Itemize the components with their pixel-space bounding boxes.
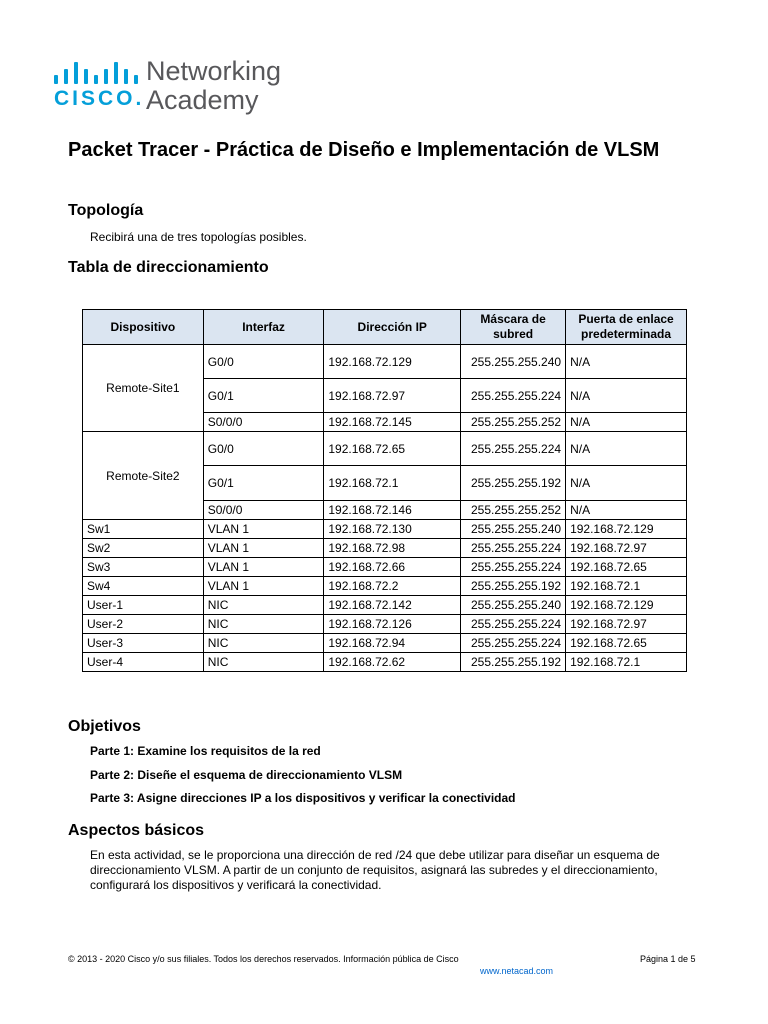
header-direccion-ip: Dirección IP (324, 310, 461, 345)
cisco-networking-academy-logo (54, 58, 314, 118)
interface-cell: NIC (203, 615, 324, 634)
cisco-wordmark: CISCO. (54, 87, 145, 110)
interface-cell: S0/0/0 (203, 413, 324, 432)
addressing-table (82, 309, 687, 672)
topologia-heading: Topología (68, 202, 144, 219)
logo-academy: Academy (146, 85, 259, 115)
ip-cell: 192.168.72.126 (324, 615, 461, 634)
mask-cell: 255.255.255.240 (461, 520, 566, 539)
gateway-cell: N/A (566, 345, 687, 379)
header-interfaz: Interfaz (203, 310, 324, 345)
gateway-cell: N/A (566, 501, 687, 520)
gateway-cell: 192.168.72.65 (566, 634, 687, 653)
table-row (83, 520, 687, 539)
objetivo-item: Parte 1: Examine los requisitos de la red (90, 744, 321, 758)
aspectos-text: En esta actividad, se le proporciona una dirección de red /24 que debe utilizar para diseñar un esquema de direccionamiento VLSM. A partir de un conjunto de requisitos, asignará las subredes y el direccionamiento, configurará los dispositivos y verificará la conectividad. (90, 848, 660, 892)
gateway-cell: N/A (566, 413, 687, 432)
ip-cell: 192.168.72.94 (324, 634, 461, 653)
table-row (83, 558, 687, 577)
objetivos-heading: Objetivos (68, 718, 141, 735)
header-mascara: Máscara de subred (461, 310, 566, 345)
ip-cell: 192.168.72.130 (324, 520, 461, 539)
footer-copyright: © 2013 - 2020 Cisco y/o sus filiales. Todos los derechos reservados. Información pública de Cisco (68, 954, 459, 964)
ip-cell: 192.168.72.145 (324, 413, 461, 432)
gateway-cell: 192.168.72.1 (566, 653, 687, 672)
table-row (83, 577, 687, 596)
ip-cell: 192.168.72.97 (324, 379, 461, 413)
device-cell: User-2 (83, 615, 204, 634)
interface-cell: VLAN 1 (203, 577, 324, 596)
device-cell: Remote-Site1 (83, 345, 204, 432)
mask-cell: 255.255.255.224 (461, 615, 566, 634)
document-title: Packet Tracer - Práctica de Diseño e Implementación de VLSM (68, 139, 660, 161)
device-cell: User-1 (83, 596, 204, 615)
interface-cell: VLAN 1 (203, 520, 324, 539)
mask-cell: 255.255.255.224 (461, 432, 566, 466)
table-header-row (83, 310, 687, 345)
device-cell: Sw3 (83, 558, 204, 577)
gateway-cell: 192.168.72.65 (566, 558, 687, 577)
ip-cell: 192.168.72.142 (324, 596, 461, 615)
mask-cell: 255.255.255.224 (461, 379, 566, 413)
device-cell: Remote-Site2 (83, 432, 204, 520)
table-row (83, 634, 687, 653)
interface-cell: VLAN 1 (203, 558, 324, 577)
logo-networking: Networking (146, 56, 282, 86)
mask-cell: 255.255.255.224 (461, 634, 566, 653)
interface-cell: G0/1 (203, 379, 324, 413)
topologia-text: Recibirá una de tres topologías posibles. (90, 230, 307, 244)
interface-cell: NIC (203, 653, 324, 672)
table-row (83, 345, 687, 379)
mask-cell: 255.255.255.252 (461, 501, 566, 520)
gateway-cell: 192.168.72.129 (566, 596, 687, 615)
mask-cell: 255.255.255.192 (461, 653, 566, 672)
mask-cell: 255.255.255.224 (461, 539, 566, 558)
device-cell: Sw2 (83, 539, 204, 558)
gateway-cell: 192.168.72.97 (566, 539, 687, 558)
ip-cell: 192.168.72.146 (324, 501, 461, 520)
mask-cell: 255.255.255.240 (461, 596, 566, 615)
device-cell: Sw4 (83, 577, 204, 596)
mask-cell: 255.255.255.192 (461, 577, 566, 596)
mask-cell: 255.255.255.252 (461, 413, 566, 432)
ip-cell: 192.168.72.129 (324, 345, 461, 379)
header-puerta-enlace: Puerta de enlace predeterminada (566, 310, 687, 345)
objetivo-item: Parte 3: Asigne direcciones IP a los dispositivos y verificar la conectividad (90, 791, 516, 805)
footer-page-number: Página 1 de 5 (640, 954, 696, 964)
gateway-cell: N/A (566, 466, 687, 501)
footer-link[interactable]: www.netacad.com (480, 966, 554, 976)
device-cell: User-4 (83, 653, 204, 672)
objetivo-item: Parte 2: Diseñe el esquema de direccionamiento VLSM (90, 768, 403, 782)
table-row (83, 615, 687, 634)
gateway-cell: 192.168.72.97 (566, 615, 687, 634)
interface-cell: NIC (203, 634, 324, 653)
mask-cell: 255.255.255.192 (461, 466, 566, 501)
interface-cell: G0/0 (203, 345, 324, 379)
gateway-cell: N/A (566, 379, 687, 413)
mask-cell: 255.255.255.240 (461, 345, 566, 379)
ip-cell: 192.168.72.65 (324, 432, 461, 466)
interface-cell: VLAN 1 (203, 539, 324, 558)
ip-cell: 192.168.72.1 (324, 466, 461, 501)
header-dispositivo: Dispositivo (83, 310, 204, 345)
ip-cell: 192.168.72.66 (324, 558, 461, 577)
device-cell: User-3 (83, 634, 204, 653)
cisco-bars-icon (54, 60, 144, 84)
gateway-cell: 192.168.72.1 (566, 577, 687, 596)
ip-cell: 192.168.72.62 (324, 653, 461, 672)
gateway-cell: 192.168.72.129 (566, 520, 687, 539)
device-cell: Sw1 (83, 520, 204, 539)
interface-cell: NIC (203, 596, 324, 615)
interface-cell: G0/0 (203, 432, 324, 466)
ip-cell: 192.168.72.98 (324, 539, 461, 558)
table-row (83, 653, 687, 672)
tabla-heading: Tabla de direccionamiento (68, 259, 269, 276)
mask-cell: 255.255.255.224 (461, 558, 566, 577)
aspectos-heading: Aspectos básicos (68, 822, 205, 839)
table-row (83, 432, 687, 466)
gateway-cell: N/A (566, 432, 687, 466)
ip-cell: 192.168.72.2 (324, 577, 461, 596)
table-row (83, 539, 687, 558)
table-row (83, 596, 687, 615)
interface-cell: S0/0/0 (203, 501, 324, 520)
interface-cell: G0/1 (203, 466, 324, 501)
